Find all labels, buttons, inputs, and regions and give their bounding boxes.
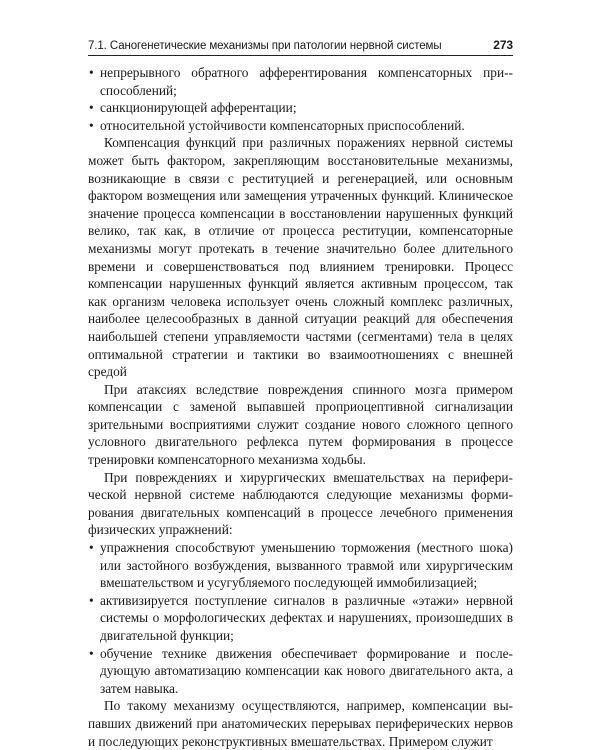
- header-title: 7.1. Саногенетические механизмы при патологии нервной системы: [88, 40, 442, 52]
- paragraph-ataxia: При атаксиях вследствие повреждения спинного мозга примером компенсации с заменой выпавшей проприоцептивной сигнализации зрительными восприятиями служит создание нового сложного цепного условного двигательного рефлекса путем формирования в процессе тренировки компенсаторного механизма ходьбы.: [88, 381, 513, 468]
- list-item: • обучение технике движения обеспечивает формирование и последующую автоматизацию компенсации как нового двигательного акта, а затем навыка.: [88, 645, 513, 698]
- bullet-list-afferentation: [88, 64, 513, 134]
- running-header: [88, 38, 513, 56]
- page: [88, 38, 513, 750]
- list-item: • санкционирующей афферентации;: [88, 99, 513, 117]
- body-text: [88, 64, 513, 750]
- paragraph-peripheral: При повреждениях и хирургических вмешательствах на периферической нервной системе наблюдаются следующие механизмы формирования двигательных компенсаций в процессе лечебного применения физических упражнений:: [88, 469, 513, 538]
- list-item: • активизируется поступление сигналов в различные «этажи» нервной системы о морфологических дефектах и нарушениях, произошедших в двигательной функции;: [88, 592, 513, 645]
- paragraph-mechanism: По такому механизму осуществляются, например, компенсации выпавших движений при анатомических перерывах периферических нервов и последующих реконструктивных вмешательствах. Примером служит: [88, 698, 513, 749]
- list-item: • непрерывного обратного афферентирования компенсаторных при-способлений;: [88, 64, 513, 99]
- bullet-list-mechanisms: [88, 539, 513, 697]
- list-item: • относительной устойчивости компенсаторных приспособлений.: [88, 117, 513, 135]
- list-item: • упражнения способствуют уменьшению торможения (местного шока) или застойного возбуждения, вызванного травмой или хирургическим вмешательством и усугубляемого последующей иммобилизацией;: [88, 539, 513, 592]
- page-number: 273: [493, 38, 513, 52]
- paragraph-compensation: Компенсация функций при различных поражениях нервной системы может быть фактором, закрепляющим восстановительные механизмы, возникающие в связи с реституцией и регенерацией, или основным фактором возмещения или замещения утраченных функций. Клиническое значение процесса компенсации в восстановлении нарушенных функций велико, так как, в отличие от процесса реституции, компенсаторные механизмы могут протекать в течение значительно более длительного времени и совершенствоваться под влиянием тренировки. Процесс компенсации нарушенных функций является активным процессом, так как организм человека использует очень сложный комплекс различных, наиболее целесообразных в данной ситуации реакций для обеспечения наибольшей степени управляемости частями (сегментами) тела в целях оптимальной стратегии и тактики во взаимоотношениях с внешней средой: [88, 135, 513, 380]
